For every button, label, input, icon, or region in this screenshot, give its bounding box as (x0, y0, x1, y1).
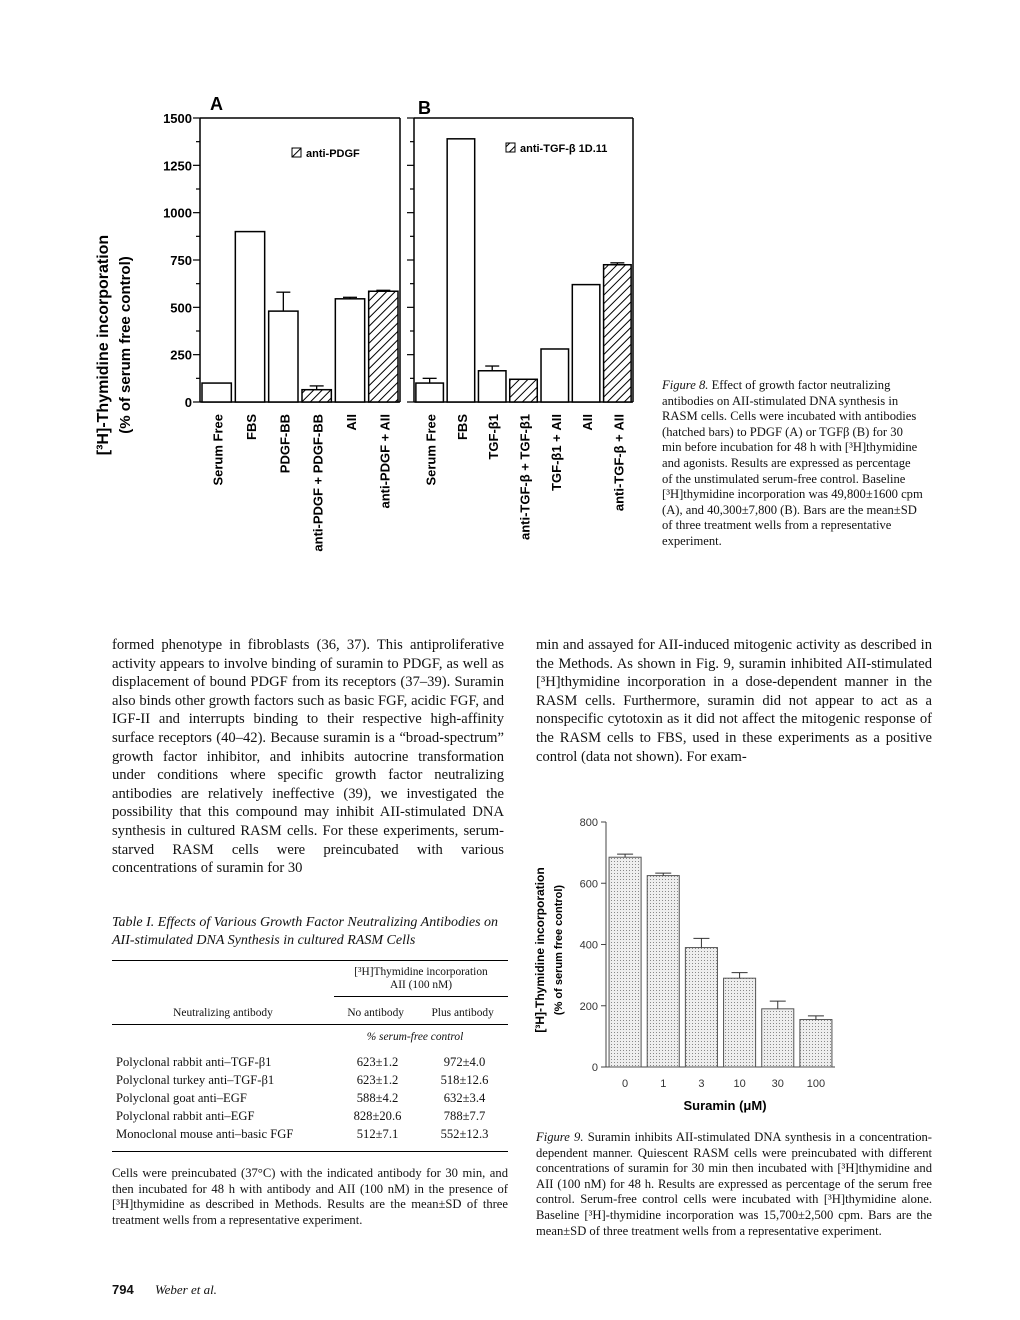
table-cell-antibody: Polyclonal turkey anti–TGF-β1 (116, 1073, 275, 1087)
table-row (112, 1125, 508, 1143)
body-text-right (536, 636, 932, 766)
figure-8-caption (662, 378, 924, 550)
fig8-ylabel-1: [³H]-Thymidine incorporation (95, 234, 112, 456)
x-tick-label: 0 (622, 1078, 629, 1090)
panel-a-label: A (210, 94, 223, 114)
fig8-ytick-label: 250 (170, 347, 192, 363)
table-cell-no-antibody: 512±7.1 (356, 1127, 399, 1141)
bar (478, 371, 506, 402)
bar (269, 311, 298, 402)
bar (416, 383, 444, 402)
bar (302, 390, 331, 402)
body-text-left (112, 636, 504, 878)
table-col-plus: Plus antibody (431, 1007, 494, 1019)
category-label: anti-PDGF + PDGF-BB (310, 414, 326, 552)
table-cell-no-antibody: 588±4.2 (356, 1091, 399, 1105)
category-label: anti-PDGF + AII (377, 414, 393, 509)
x-tick-label: 30 (771, 1078, 784, 1090)
y-tick-label: 0 (591, 1062, 598, 1074)
fig8-ylabel-2: (% of serum free control) (117, 256, 134, 434)
category-label: FBS (454, 414, 470, 440)
table-cell-plus-antibody: 972±4.0 (443, 1055, 486, 1069)
panel-a-legend (292, 148, 360, 160)
fig8-ytick-label: 750 (170, 253, 192, 268)
y-tick-label: 600 (579, 878, 598, 891)
figure-8-caption-label: Figure 8. (662, 378, 709, 392)
bar (510, 379, 538, 402)
panel-b-label: B (418, 98, 431, 118)
bar (762, 1009, 794, 1067)
footer-authors: Weber et al. (154, 1282, 217, 1297)
category-label: TGF-β1 (486, 414, 502, 460)
y-tick-label: 400 (579, 939, 598, 952)
category-label: AII (580, 414, 596, 431)
bar (647, 876, 679, 1067)
table-cell-antibody: Polyclonal rabbit anti–TGF-β1 (116, 1055, 272, 1069)
category-label: anti-TGF-β + TGF-β1 (517, 414, 533, 541)
bar (235, 232, 264, 402)
fig8-ytick-label: 1250 (163, 158, 192, 174)
table-cell-antibody: Polyclonal rabbit anti–EGF (116, 1109, 255, 1123)
figure-8-caption-text: Effect of growth factor neutralizing antibodies on AII-stimulated DNA synthesis in RASM cells. Cells were incubated with antibodies (hatched bars) to PDGF (A) or TGFβ (B) for 30 min before incubation for 48 h with [³H]thymidine and agonists. Results are expressed as percentage of the unstimulated serum-free control. Baseline [³H]thymidine incorporation was 49,800±1600 cpm (A), and 40,300±7,800 (B). Bars are the mean±SD of three treatment wells from a representative experiment. (662, 378, 923, 548)
fig8-ytick-label: 500 (170, 300, 192, 316)
table-row (112, 1089, 508, 1107)
bar (724, 978, 756, 1067)
figure-8 (80, 80, 660, 580)
table-cell-no-antibody: 623±1.2 (356, 1055, 399, 1069)
table-group-header-1: [³H]Thymidine incorporation (354, 966, 488, 978)
bar (335, 299, 364, 402)
category-label: PDGF-BB (277, 414, 293, 474)
bar (685, 948, 717, 1067)
bar (604, 265, 632, 402)
fig8-ytick-label: 1000 (163, 205, 192, 221)
panel-b-legend (506, 143, 607, 155)
bar (800, 1020, 832, 1067)
table-row (112, 1053, 508, 1071)
x-tick-label: 10 (733, 1078, 746, 1090)
bar (572, 285, 600, 402)
panel-b-legend-label: anti-TGF-β 1D.11 (520, 143, 608, 155)
x-tick-label: 100 (806, 1078, 826, 1090)
table-cell-no-antibody: 828±20.6 (353, 1109, 402, 1123)
page-number: 794 (112, 1282, 134, 1297)
table-units: % serum-free control (366, 1031, 464, 1043)
table-footnote: Cells were preincubated (37°C) with the indicated antibody for 30 min, and then incubated for 48 h with antibody and AII (100 nM) in the presence of [³H]thymidine as described in Methods. Results are the mean±SD of three treatment wells from a representative experiment. (112, 1166, 508, 1227)
fig8-ytick-label: 1500 (163, 111, 192, 126)
table-cell-plus-antibody: 552±12.3 (440, 1127, 489, 1141)
table-1 (112, 914, 508, 1228)
category-label: Serum Free (423, 414, 439, 486)
table-cell-plus-antibody: 518±12.6 (440, 1073, 489, 1087)
category-label: TGF-β1 + AII (548, 414, 564, 491)
category-label: AII (344, 414, 359, 431)
table-cell-plus-antibody: 632±3.4 (443, 1091, 486, 1105)
table-cell-antibody: Monoclonal mouse anti–basic FGF (116, 1127, 294, 1141)
bar (609, 857, 641, 1067)
y-tick-label: 200 (579, 1000, 598, 1013)
category-label: anti-TGF-β + AII (611, 414, 627, 512)
fig8-ytick-label: 0 (184, 395, 192, 410)
bar (541, 349, 569, 402)
panel-a-legend-label: anti-PDGF (306, 148, 360, 160)
bar (369, 291, 398, 402)
table-col-no: No antibody (347, 1007, 404, 1019)
fig9-ylabel-1: [³H]-Thymidine incorporation (533, 867, 547, 1033)
page-footer (112, 1282, 217, 1298)
category-label: FBS (244, 414, 259, 440)
x-tick-label: 1 (660, 1078, 667, 1090)
y-tick-label: 800 (579, 817, 598, 829)
x-tick-label: 3 (698, 1078, 705, 1090)
table-col-antibody: Neutralizing antibody (173, 1006, 273, 1019)
table-cell-plus-antibody: 788±7.7 (443, 1109, 486, 1123)
table-cell-antibody: Polyclonal goat anti–EGF (116, 1091, 247, 1105)
table-row (112, 1107, 508, 1125)
table-row (112, 1071, 508, 1089)
bar (447, 139, 475, 402)
figure-9 (530, 810, 860, 1120)
body-right-paragraph: min and assayed for AII-induced mitogenic activity as described in the Methods. As shown in Fig. 9, suramin inhibited AII-stimulated [³H]thymidine incorporation in a dose-dependent manner in the RASM cells. Furthermore, suramin did not appear to act as a nonspecific cytotoxin as it did not affect the mitogenic response of the RASM cells to FBS, used in these experiments as a positive control (data not shown). For exam- (536, 637, 932, 765)
body-left-paragraph: formed phenotype in fibroblasts (36, 37). This antiproliferative activity appears to involve binding of suramin to PDGF, as well as displacement of bound PDGF from its receptors (37–39). Suramin also binds other growth factors such as basic FGF, acidic FGF, and IGF-II and interrupts binding to their respective high-affinity surface receptors (40–42). Because suramin is a “broad-spectrum” growth factor inhibitor, and inhibits autocrine transformation under conditions where specific growth factor neutralizing antibodies are relatively ineffective (39), we investigated the possibility that this compound may inhibit AII-stimulated DNA synthesis in cultured RASM cells. For these experiments, serum-starved RASM cells were preincubated with various concentrations of suramin for 30 (112, 637, 504, 877)
figure-9-caption-label: Figure 9. (536, 1130, 584, 1144)
fig9-ylabel-2: (% of serum free control) (553, 884, 565, 1016)
fig9-xlabel: Suramin (μM) (683, 1098, 767, 1113)
table-group-header-2: AII (100 nM) (389, 979, 452, 991)
figure-9-caption (536, 1130, 932, 1239)
bar (202, 383, 231, 402)
category-label: Serum Free (210, 414, 226, 486)
table-title: Table I. Effects of Various Growth Factor Neutralizing Antibodies on AII-stimulated DNA Synthesis in cultured RASM Cells (112, 915, 499, 948)
table-cell-no-antibody: 623±1.2 (356, 1073, 399, 1087)
figure-9-caption-text: Suramin inhibits AII-stimulated DNA synthesis in a concentration-dependent manner. Quiescent RASM cells were preincubated with different concentrations of suramin for 30 min then incubated with [³H]thymidine and AII (100 nM) for 48 h. Results are expressed as percentage of the serum free control. Serum-free control cells were incubated with [³H]thymidine alone. Baseline [³H]-thymidine incorporation was 15,700±2,500 cpm. Bars are the mean±SD of three treatment wells from a representative experiment. (536, 1130, 932, 1238)
